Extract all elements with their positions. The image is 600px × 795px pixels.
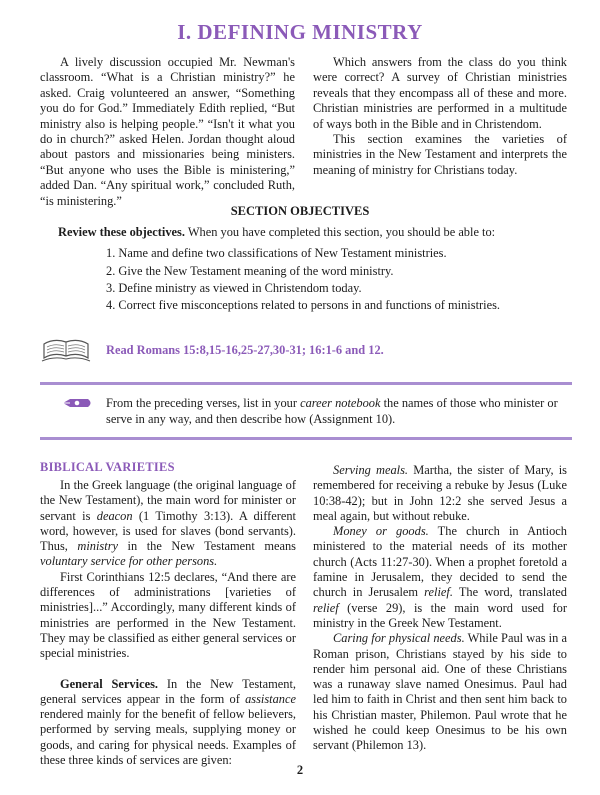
pen-icon: [62, 396, 94, 410]
body-paragraph: [313, 524, 567, 631]
body-right-column: [313, 463, 567, 754]
text-run: The word, translated: [452, 585, 568, 600]
divider-bottom: [40, 437, 572, 440]
biblical-varieties-heading: BIBLICAL VARIETIES: [40, 460, 175, 474]
objective-item: 1. Name and define two classifications of New Testament ministries.: [106, 246, 447, 260]
text-run: In the Greek language (the original language of the New Testament), the main word for minister or servant is: [40, 478, 296, 523]
assignment-pre: From the preceding verses, list in your: [106, 396, 301, 410]
reading-assignment: Read Romans 15:8,15-16,25-27,30-31; 16:1-6 and 12.: [106, 343, 384, 357]
definition-text: voluntary service for other persons.: [40, 554, 218, 569]
term-deacon: deacon: [96, 508, 133, 523]
career-notebook-term: career notebook: [300, 396, 381, 410]
assignment-text: [106, 395, 576, 427]
intro-left-column: [40, 55, 295, 209]
intro-paragraph: A lively discussion occupied Mr. Newman's classroom. “What is a Christian ministry?” he asked. Craig volunteered an answer, “Something you do for God.” Immediately Edith replied, “But ministry also is helping people.” “Isn't it what you do in church?” asked Helen. Jordan thought aloud about pastors and missionaries being ministers. “But anyone who uses the Bible is ministering,” added Dan. “Any spiritual work,” concluded Ruth, “is ministering.”: [40, 55, 295, 208]
review-text: When you have completed this section, you should be able to:: [184, 225, 496, 239]
assignment-post: the names of those who minister or serve in any way, and then describe how (Assignment 10).: [106, 396, 558, 426]
general-services-heading: General Services.: [60, 676, 158, 691]
body-left-column: [40, 478, 296, 768]
body-paragraph: First Corinthians 12:5 declares, “And there are differences of administrations [varieties of ministries]...” Accordingly, many different kinds of ministries are performed in the New Testament. They may be classified as either general services or special ministries.: [40, 569, 296, 661]
text-run: (verse 29), is the main word used for ministry in the Greek New Testament.: [313, 600, 567, 630]
term-relief: relief.: [424, 585, 453, 600]
text-run: In the New Testament, general services appear in the form of: [40, 676, 296, 706]
general-services-paragraph: [40, 677, 296, 769]
text-run: (1 Timothy 3:13). A different word, however, is used for slaves (bond servants). Thus,: [40, 508, 296, 554]
term-assistance: assistance: [245, 691, 296, 706]
text-run: Martha, the sister of Mary, is remembered for receiving a rebuke by Jesus (Luke 10:38-42); but in John 12:2 she served Jesus a meal again, but without rebuke.: [313, 463, 568, 523]
text-run: rendered mainly for the benefit of fellow believers, performed by serving meals, supplying money or goods, and caring for physical needs. Examples of these three kinds of services are given:: [40, 707, 296, 768]
intro-paragraph: Which answers from the class do you think were correct? A survey of Christian ministries reveals that they encompass all of these and more. Christian ministries are performed in a multitude of ways both in the Bible and in Christendom.: [313, 55, 567, 131]
objective-item: 2. Give the New Testament meaning of the word ministry.: [106, 264, 394, 278]
subhead-money-goods: Money or goods.: [333, 524, 429, 539]
review-label: Review these objectives.: [58, 225, 185, 239]
text-run: The church in Antioch ministered to the material needs of its mother church (Acts 11:27-30). When a prophet foretold a famine in Jerusalem, they decided to send the church in Jerusalem: [313, 524, 568, 600]
section-title: I. DEFINING MINISTRY: [177, 20, 423, 44]
divider-top: [40, 382, 572, 385]
intro-right-column: [313, 55, 567, 178]
text-run: in the New Testament means: [118, 539, 296, 554]
objectives-heading: SECTION OBJECTIVES: [230, 204, 370, 218]
page-number: 2: [296, 763, 304, 777]
text-run: While Paul was in a Roman prison, Christians stayed by his side to render him personal aid. One of these Christians was a runaway slave named Onesimus. Paul had led him to faith in Christ and then sent him back to his Christian master, Philemon. Paul wrote that he wished he could keep Onesimus to be his own servant (Philemon 13).: [313, 631, 567, 753]
intro-paragraph: This section examines the varieties of ministries in the New Testament and interprets the meaning of ministry for Christians today.: [313, 132, 567, 177]
review-instruction: [58, 225, 578, 240]
body-paragraph: [313, 631, 567, 753]
term-ministry: ministry: [77, 539, 119, 554]
body-paragraph: [313, 463, 567, 524]
open-book-icon: [40, 334, 92, 364]
subhead-serving-meals: Serving meals.: [333, 463, 409, 477]
objective-item: 3. Define ministry as viewed in Christendom today.: [106, 281, 362, 295]
subhead-physical-needs: Caring for physical needs.: [333, 631, 465, 646]
term-relief: relief: [313, 600, 339, 615]
objective-item: 4. Correct five misconceptions related to persons in and functions of ministries.: [106, 298, 501, 312]
body-paragraph: [40, 478, 296, 570]
